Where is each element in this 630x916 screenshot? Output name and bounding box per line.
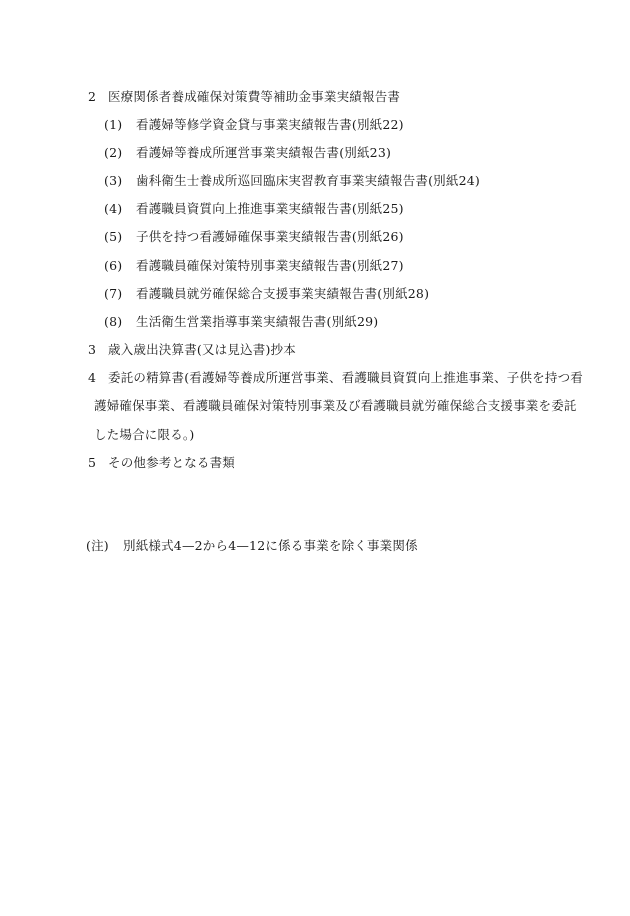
list-item — [104, 313, 378, 331]
item-number: (7) — [104, 286, 123, 301]
item-number: (2) — [104, 145, 123, 160]
list-item — [104, 228, 404, 246]
section-number: 3 — [88, 342, 97, 357]
section-3-heading — [88, 341, 296, 359]
item-number: (8) — [104, 314, 123, 329]
section-number: 2 — [88, 89, 97, 104]
section-4-line-2 — [94, 397, 577, 415]
item-number: (3) — [104, 173, 123, 188]
item-number: (4) — [104, 201, 123, 216]
item-number: (6) — [104, 258, 123, 273]
item-text: 看護職員就労確保総合支援事業実績報告書(別紙28) — [136, 286, 430, 301]
section-text: 護婦確保事業、看護職員確保対策特別事業及び看護職員就労確保総合支援事業を委託 — [94, 398, 577, 413]
section-text: 委託の精算書(看護婦等養成所運営事業、看護職員資質向上推進事業、子供を持つ看 — [108, 370, 583, 385]
item-text: 看護婦等修学資金貸与事業実績報告書(別紙22) — [136, 117, 404, 132]
section-2-heading — [88, 88, 400, 106]
item-text: 看護職員確保対策特別事業実績報告書(別紙27) — [136, 258, 404, 273]
note-label: (注) — [86, 538, 109, 553]
item-text: 看護職員資質向上推進事業実績報告書(別紙25) — [136, 201, 404, 216]
list-item — [104, 257, 404, 275]
list-item — [104, 144, 391, 162]
section-title: 医療関係者養成確保対策費等補助金事業実績報告書 — [108, 89, 401, 104]
list-item — [104, 285, 429, 303]
item-number: (1) — [104, 117, 123, 132]
item-text: 生活衛生営業指導事業実績報告書(別紙29) — [136, 314, 379, 329]
item-text: 歯科衛生士養成所巡回臨床実習教育事業実績報告書(別紙24) — [136, 173, 480, 188]
item-text: 子供を持つ看護婦確保事業実績報告書(別紙26) — [136, 229, 404, 244]
section-title: その他参考となる書類 — [108, 455, 236, 470]
section-title: 歳入歳出決算書(又は見込書)抄本 — [108, 342, 296, 357]
section-4-line-3 — [94, 426, 194, 444]
item-number: (5) — [104, 229, 123, 244]
section-4-line-1 — [88, 369, 583, 387]
note-text: 別紙様式4—2から4—12に係る事業を除く事業関係 — [123, 538, 418, 553]
section-text: した場合に限る。) — [94, 427, 195, 442]
footnote — [86, 537, 418, 555]
item-text: 看護婦等養成所運営事業実績報告書(別紙23) — [136, 145, 392, 160]
list-item — [104, 200, 404, 218]
section-5-heading — [88, 454, 235, 472]
list-item — [104, 172, 480, 190]
section-number: 5 — [88, 455, 97, 470]
section-number: 4 — [88, 370, 97, 385]
list-item — [104, 116, 404, 134]
